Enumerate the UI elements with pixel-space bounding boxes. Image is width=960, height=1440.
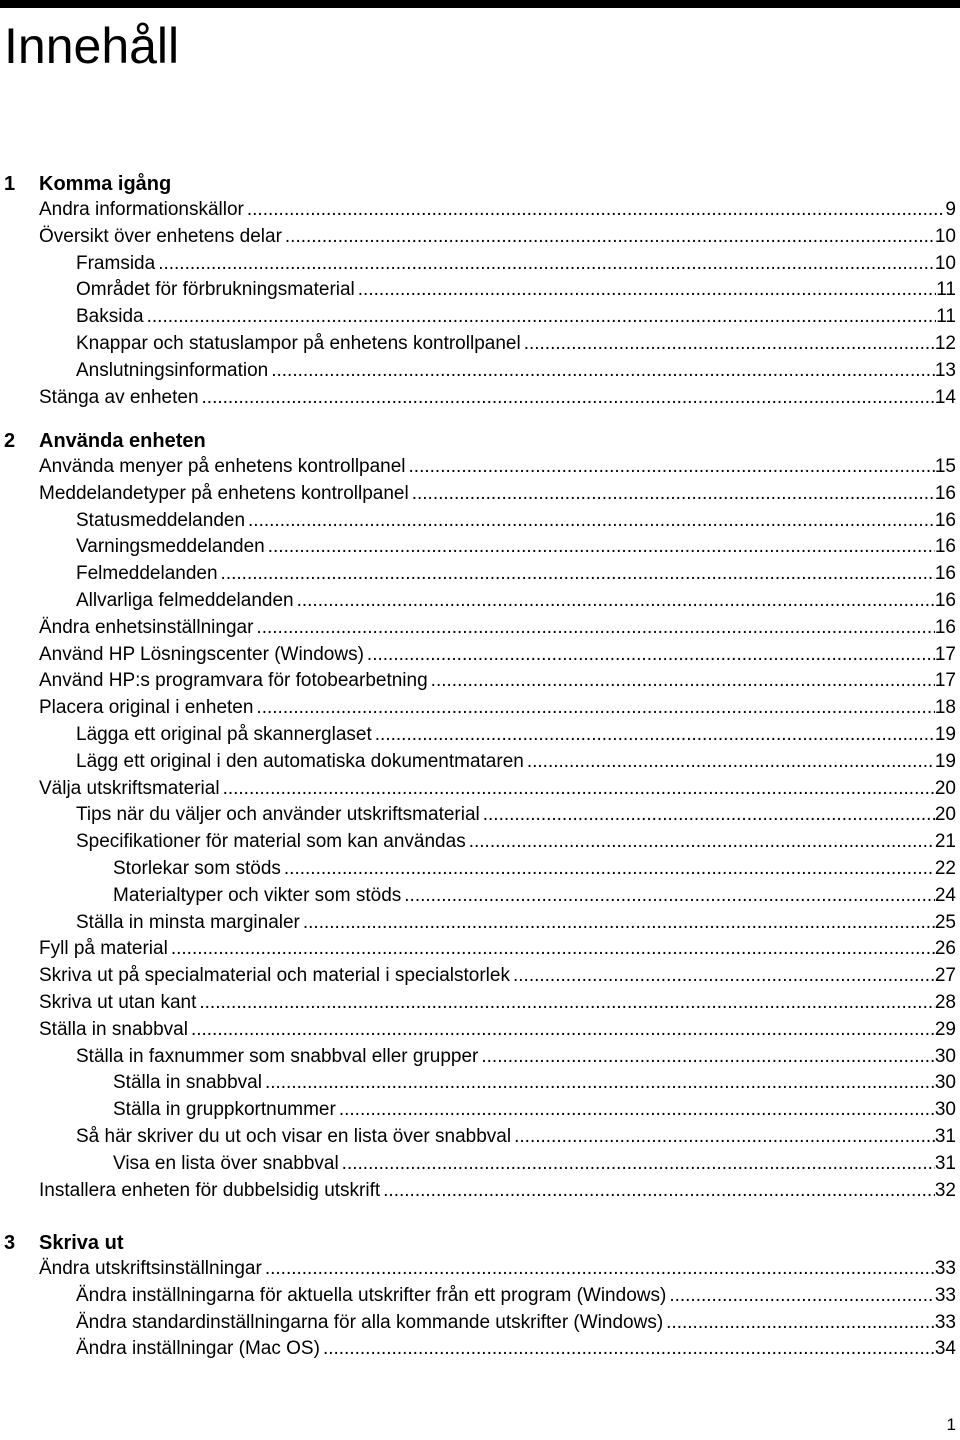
- toc-entry-page: 25: [934, 912, 956, 933]
- toc-entry-title: Välja utskriftsmaterial: [39, 778, 220, 799]
- toc-entry-title: Ändra utskriftsinställningar: [39, 1258, 262, 1279]
- dot-leader: [524, 331, 935, 357]
- toc-entry[interactable]: [39, 1256, 956, 1282]
- chapter-heading[interactable]: [0, 428, 960, 454]
- chapter-title: Komma igång: [39, 173, 172, 195]
- toc-entry-page: 20: [934, 804, 956, 825]
- toc-entry-page: 16: [934, 563, 956, 584]
- dot-leader: [431, 668, 935, 694]
- toc-entry-title: Använda menyer på enhetens kontrollpanel: [39, 456, 406, 477]
- toc-entry-title: Lägg ett original i den automatiska dokumentmataren: [76, 751, 524, 772]
- toc-entry-page: 20: [934, 778, 956, 799]
- dot-leader: [342, 1151, 935, 1177]
- toc-entry-title: Anslutningsinformation: [76, 360, 269, 381]
- page-number: 1: [946, 1415, 956, 1434]
- dot-leader: [323, 1336, 935, 1362]
- toc-entry-page: 16: [934, 617, 956, 638]
- toc-entry-page: 32: [934, 1180, 956, 1201]
- toc-entry-title: Felmeddelanden: [76, 563, 218, 584]
- toc-entry-page: 30: [934, 1099, 956, 1120]
- toc-entry[interactable]: [76, 251, 956, 277]
- toc-entry[interactable]: [39, 936, 956, 962]
- toc-entry-page: 19: [934, 751, 956, 772]
- dot-leader: [469, 829, 935, 855]
- toc-entry-title: Placera original i enheten: [39, 697, 254, 718]
- toc-entry-title: Skriva ut på specialmaterial och material i specialstorlek: [39, 965, 510, 986]
- toc-entry[interactable]: [76, 277, 956, 303]
- toc-entry-page: 17: [934, 644, 956, 665]
- dot-leader: [666, 1310, 935, 1336]
- dot-leader: [404, 883, 935, 909]
- toc-entry-title: Ändra enhetsinställningar: [39, 617, 254, 638]
- dot-leader: [527, 749, 935, 775]
- dot-leader: [158, 251, 935, 277]
- toc-entry-title: Varningsmeddelanden: [76, 536, 265, 557]
- toc-entry-title: Stänga av enheten: [39, 387, 199, 408]
- page-title: Innehåll: [4, 18, 180, 74]
- toc-entry[interactable]: [76, 749, 956, 775]
- dot-leader: [191, 1017, 935, 1043]
- toc-entry-title: Fyll på material: [39, 938, 168, 959]
- toc-entry[interactable]: [76, 534, 956, 560]
- toc-entry-page: 10: [934, 226, 956, 247]
- toc-entry[interactable]: [76, 722, 956, 748]
- dot-leader: [513, 963, 935, 989]
- toc-entry-title: Materialtyper och vikter som stöds: [113, 885, 402, 906]
- toc-entry[interactable]: [39, 695, 956, 721]
- toc-entry-title: Ändra inställningarna för aktuella utskrifter från ett program (Windows): [76, 1285, 667, 1306]
- toc-entry[interactable]: [113, 1097, 956, 1123]
- toc-entry-page: 16: [934, 510, 956, 531]
- chapter-title: Använda enheten: [39, 430, 206, 452]
- toc-entry-page: 19: [934, 724, 956, 745]
- toc-entry-title: Området för förbrukningsmaterial: [76, 279, 355, 300]
- dot-leader: [223, 776, 935, 802]
- toc-entry-page: 22: [934, 858, 956, 879]
- toc-entry-page: 28: [934, 992, 956, 1013]
- toc-entry-title: Så här skriver du ut och visar en lista över snabbval: [76, 1126, 512, 1147]
- dot-leader: [171, 936, 935, 962]
- dot-leader: [483, 802, 935, 828]
- toc-entry-page: 30: [934, 1072, 956, 1093]
- toc-entry-page: 17: [934, 670, 956, 691]
- toc-entry-page: 16: [934, 590, 956, 611]
- toc-entry-title: Andra informationskällor: [39, 199, 244, 220]
- dot-leader: [265, 1256, 935, 1282]
- toc-entry-title: Ställa in gruppkortnummer: [113, 1099, 336, 1120]
- chapter-heading[interactable]: [0, 1230, 960, 1256]
- dot-leader: [265, 1070, 935, 1096]
- toc-entry[interactable]: [76, 910, 956, 936]
- toc-entry-title: Översikt över enhetens delar: [39, 226, 282, 247]
- toc-entry[interactable]: [76, 802, 956, 828]
- top-rule: [0, 0, 960, 8]
- toc-entry-title: Ställa in minsta marginaler: [76, 912, 300, 933]
- dot-leader: [147, 304, 937, 330]
- toc-entry-title: Lägga ett original på skannerglaset: [76, 724, 372, 745]
- toc-entry-page: 24: [934, 885, 956, 906]
- toc-entry[interactable]: [39, 1178, 956, 1204]
- toc-entry[interactable]: [76, 1310, 956, 1336]
- toc-entry-page: 30: [934, 1046, 956, 1067]
- dot-leader: [481, 1044, 935, 1070]
- toc-entry-title: Skriva ut utan kant: [39, 992, 197, 1013]
- dot-leader: [339, 1097, 935, 1123]
- toc-entry-page: 31: [934, 1153, 956, 1174]
- toc-entry-page: 26: [934, 938, 956, 959]
- toc-entry[interactable]: [76, 508, 956, 534]
- toc-entry[interactable]: [76, 1044, 956, 1070]
- toc-entry-page: 29: [934, 1019, 956, 1040]
- dot-leader: [247, 197, 946, 223]
- toc-entry[interactable]: [113, 856, 956, 882]
- toc-entry-title: Knappar och statuslampor på enhetens kontrollpanel: [76, 333, 521, 354]
- toc-entry[interactable]: [39, 990, 956, 1016]
- chapter-title: Skriva ut: [39, 1232, 124, 1254]
- dot-leader: [303, 910, 935, 936]
- toc-entry-title: Ändra standardinställningarna för alla kommande utskrifter (Windows): [76, 1312, 664, 1333]
- dot-leader: [271, 358, 935, 384]
- dot-leader: [202, 385, 935, 411]
- dot-leader: [297, 588, 935, 614]
- toc-entry[interactable]: [39, 481, 956, 507]
- toc-entry-page: 31: [934, 1126, 956, 1147]
- toc-entry-page: 33: [934, 1312, 956, 1333]
- toc-entry[interactable]: [39, 454, 956, 480]
- toc-entry-page: 15: [934, 456, 956, 477]
- dot-leader: [412, 481, 935, 507]
- toc-entry-page: 9: [945, 199, 956, 220]
- toc-entry-page: 10: [934, 253, 956, 274]
- dot-leader: [248, 508, 935, 534]
- toc-entry-title: Specifikationer för material som kan användas: [76, 831, 466, 852]
- dot-leader: [514, 1124, 935, 1150]
- dot-leader: [375, 722, 935, 748]
- toc-entry-page: 33: [934, 1258, 956, 1279]
- chapter-number: 3: [4, 1232, 16, 1254]
- toc-entry-page: 16: [934, 483, 956, 504]
- toc-entry-page: 33: [934, 1285, 956, 1306]
- toc-entry[interactable]: [39, 224, 956, 250]
- dot-leader: [669, 1283, 935, 1309]
- toc-entry[interactable]: [39, 1017, 956, 1043]
- toc-entry-title: Ändra inställningar (Mac OS): [76, 1338, 320, 1359]
- toc-entry[interactable]: [39, 668, 956, 694]
- toc-entry[interactable]: [39, 776, 956, 802]
- toc-entry-page: 27: [934, 965, 956, 986]
- toc-entry-page: 21: [934, 831, 956, 852]
- toc-entry-page: 11: [936, 306, 956, 327]
- toc-entry[interactable]: [76, 588, 956, 614]
- toc-entry-title: Använd HP:s programvara för fotobearbetning: [39, 670, 428, 691]
- toc-entry-title: Ställa in faxnummer som snabbval eller grupper: [76, 1046, 479, 1067]
- dot-leader: [367, 642, 935, 668]
- dot-leader: [383, 1178, 935, 1204]
- toc-entry-title: Allvarliga felmeddelanden: [76, 590, 294, 611]
- dot-leader: [268, 534, 935, 560]
- toc-entry-title: Meddelandetyper på enhetens kontrollpanel: [39, 483, 409, 504]
- toc-entry[interactable]: [113, 1070, 956, 1096]
- toc-entry[interactable]: [76, 561, 956, 587]
- toc-entry[interactable]: [39, 642, 956, 668]
- toc-entry-title: Statusmeddelanden: [76, 510, 246, 531]
- toc-entry-title: Baksida: [76, 306, 144, 327]
- dot-leader: [256, 615, 934, 641]
- toc-entry-title: Installera enheten för dubbelsidig utskrift: [39, 1180, 381, 1201]
- toc-entry[interactable]: [76, 1336, 956, 1362]
- chapter-number: 1: [4, 173, 16, 195]
- toc-entry[interactable]: [76, 1124, 956, 1150]
- dot-leader: [284, 856, 935, 882]
- dot-leader: [285, 224, 935, 250]
- toc-entry[interactable]: [113, 883, 956, 909]
- toc-entry[interactable]: [76, 829, 956, 855]
- toc-entry-page: 18: [934, 697, 956, 718]
- toc-entry-page: 34: [934, 1338, 956, 1359]
- dot-leader: [256, 695, 934, 721]
- dot-leader: [409, 454, 935, 480]
- toc-entry[interactable]: [76, 304, 956, 330]
- toc-entry-page: 13: [934, 360, 956, 381]
- dot-leader: [199, 990, 934, 1016]
- toc-entry[interactable]: [39, 385, 956, 411]
- toc-entry[interactable]: [39, 963, 956, 989]
- chapter-number: 2: [4, 430, 16, 452]
- toc-entry[interactable]: [39, 615, 956, 641]
- toc-entry-page: 16: [934, 536, 956, 557]
- toc-entry-title: Ställa in snabbval: [113, 1072, 262, 1093]
- toc-entry[interactable]: [39, 197, 956, 223]
- toc-entry-title: Framsida: [76, 253, 156, 274]
- toc-entry-title: Visa en lista över snabbval: [113, 1153, 339, 1174]
- toc-entry[interactable]: [76, 358, 956, 384]
- toc-entry[interactable]: [76, 1283, 956, 1309]
- toc-entry-page: 12: [934, 333, 956, 354]
- dot-leader: [358, 277, 936, 303]
- toc-entry-title: Tips när du väljer och använder utskriftsmaterial: [76, 804, 480, 825]
- toc-entry-page: 11: [936, 279, 956, 300]
- toc-entry[interactable]: [76, 331, 956, 357]
- chapter-heading[interactable]: [0, 171, 960, 197]
- dot-leader: [221, 561, 935, 587]
- toc-entry-page: 14: [934, 387, 956, 408]
- toc-entry-title: Ställa in snabbval: [39, 1019, 188, 1040]
- toc-entry[interactable]: [113, 1151, 956, 1177]
- toc-entry-title: Använd HP Lösningscenter (Windows): [39, 644, 364, 665]
- toc-entry-title: Storlekar som stöds: [113, 858, 281, 879]
